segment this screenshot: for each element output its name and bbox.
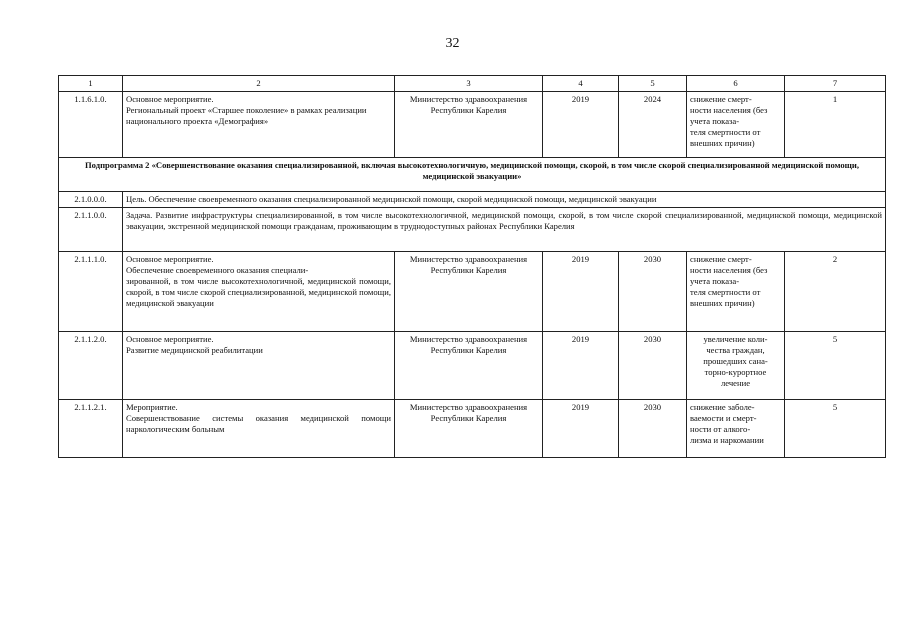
subprogram-title: Подпрограмма 2 «Совершенствование оказания специализированной, включая высокотехнологичную, медицинской помощи, скорой, в том числе скорой специализированной медицинской помощи, медицинской эвакуации»	[59, 158, 886, 192]
goal-row	[59, 192, 886, 208]
row-result: снижение заболе- ваемости и смерт- ности от алкого- лизма и наркомании	[687, 400, 785, 458]
row-title: Основное мероприятие. Развитие медицинской реабилитации	[123, 332, 395, 400]
page-number: 32	[445, 36, 460, 51]
header-cell: 7	[785, 76, 886, 92]
row-start-year: 2019	[543, 252, 619, 332]
row-code: 2.1.0.0.0.	[59, 192, 123, 208]
row-executor: Министерство здравоохранения Республики Карелия	[395, 252, 543, 332]
row-code: 2.1.1.2.1.	[59, 400, 123, 458]
row-result: снижение смерт- ности населения (без учета показа- теля смертности от внешних причин)	[687, 92, 785, 158]
task-text: Задача. Развитие инфраструктуры специализированной, в том числе высокотехнологичной, медицинской помощи, скорой, в том числе скорой специализированной, медицинской помощи, медицинской эвакуации, экстренной медицинской помощи гражданам, проживающим в труднодоступных районах Республики Карелия	[123, 208, 886, 252]
table-row	[59, 332, 886, 400]
table-row	[59, 252, 886, 332]
row-title: Основное мероприятие. Обеспечение своевременного оказания специали- зированной, в том числе высокотехнологичной, медицинской помощи, скорой, в том числе скорой специализированной, медицинской помощи, медицинской эвакуации	[123, 252, 395, 332]
row-end-year: 2030	[619, 332, 687, 400]
row-indicator: 5	[785, 400, 886, 458]
row-executor: Министерство здравоохранения Республики Карелия	[395, 92, 543, 158]
header-cell: 2	[123, 76, 395, 92]
row-start-year: 2019	[543, 332, 619, 400]
goal-text: Цель. Обеспечение своевременного оказания специализированной медицинской помощи, скорой медицинской помощи, медицинской эвакуации	[123, 192, 886, 208]
row-result: увеличение коли- чества граждан, прошедших сана- торно-курортное лечение	[687, 332, 785, 400]
row-title: Основное мероприятие. Региональный проект «Старшее поколение» в рамках реализации национального проекта «Демография»	[123, 92, 395, 158]
subprogram-row	[59, 158, 886, 192]
header-cell: 3	[395, 76, 543, 92]
row-end-year: 2030	[619, 400, 687, 458]
header-cell: 1	[59, 76, 123, 92]
header-cell: 5	[619, 76, 687, 92]
row-result: снижение смерт- ности населения (без учета показа- теля смертности от внешних причин)	[687, 252, 785, 332]
row-title: Мероприятие. Совершенствование системы оказания медицинской помощи наркологическим больным	[123, 400, 395, 458]
row-indicator: 5	[785, 332, 886, 400]
header-cell: 6	[687, 76, 785, 92]
row-executor: Министерство здравоохранения Республики Карелия	[395, 400, 543, 458]
row-indicator: 1	[785, 92, 886, 158]
measures-table	[58, 75, 886, 458]
row-code: 2.1.1.2.0.	[59, 332, 123, 400]
table-row	[59, 92, 886, 158]
row-executor: Министерство здравоохранения Республики Карелия	[395, 332, 543, 400]
task-row	[59, 208, 886, 252]
row-end-year: 2024	[619, 92, 687, 158]
row-code: 2.1.1.0.0.	[59, 208, 123, 252]
row-end-year: 2030	[619, 252, 687, 332]
row-start-year: 2019	[543, 92, 619, 158]
row-start-year: 2019	[543, 400, 619, 458]
row-code: 2.1.1.1.0.	[59, 252, 123, 332]
header-cell: 4	[543, 76, 619, 92]
table-header-row	[59, 76, 886, 92]
row-code: 1.1.6.1.0.	[59, 92, 123, 158]
table-row	[59, 400, 886, 458]
row-indicator: 2	[785, 252, 886, 332]
